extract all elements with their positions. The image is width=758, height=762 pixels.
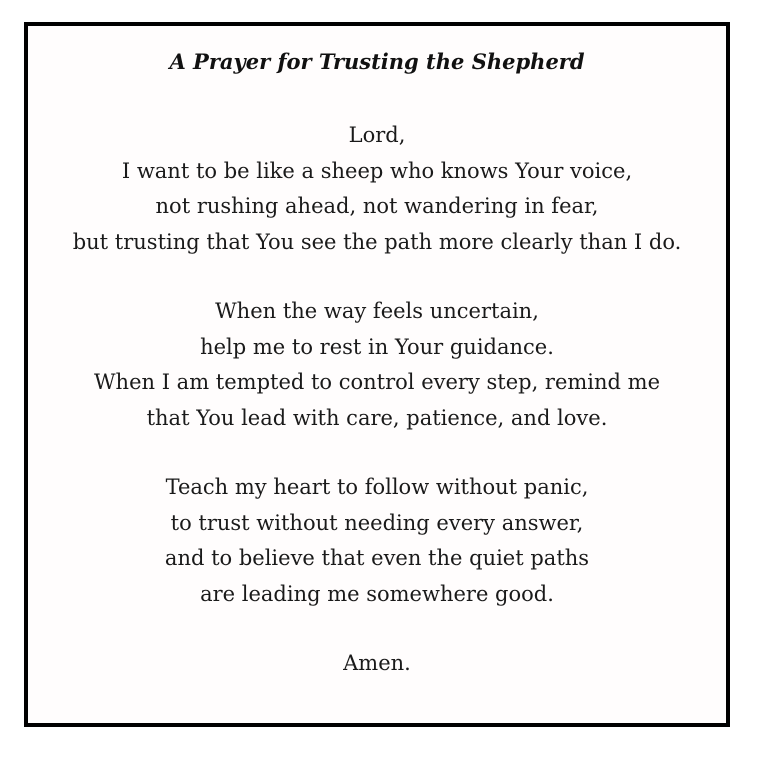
prayer-line: not rushing ahead, not wandering in fear, [155, 194, 599, 218]
prayer-line: that You lead with care, patience, and love. [146, 405, 608, 430]
stanza-opening [28, 118, 726, 260]
prayer-line: help me to rest in Your guidance. [200, 334, 554, 359]
prayer-line: Lord, [348, 123, 406, 147]
prayer-line: and to believe that even the quiet paths [164, 546, 590, 570]
prayer-line: I want to be like a sheep who knows Your voice, [121, 158, 633, 183]
prayer-body [28, 118, 726, 716]
prayer-amen: Amen. [343, 651, 411, 675]
prayer-card [24, 22, 730, 727]
prayer-line: When I am tempted to control every step, remind me [93, 370, 661, 394]
stanza-closing [28, 646, 726, 682]
prayer-line: Teach my heart to follow without panic, [165, 475, 589, 499]
prayer-line: to trust without needing every answer, [170, 510, 584, 535]
prayer-title: A Prayer for Trusting the Shepherd [169, 49, 585, 74]
prayer-line: When the way feels uncertain, [215, 299, 539, 323]
prayer-line: are leading me somewhere good. [200, 581, 554, 606]
prayer-line: but trusting that You see the path more clearly than I do. [72, 229, 682, 254]
stanza-trust [28, 470, 726, 612]
stanza-guidance [28, 294, 726, 436]
